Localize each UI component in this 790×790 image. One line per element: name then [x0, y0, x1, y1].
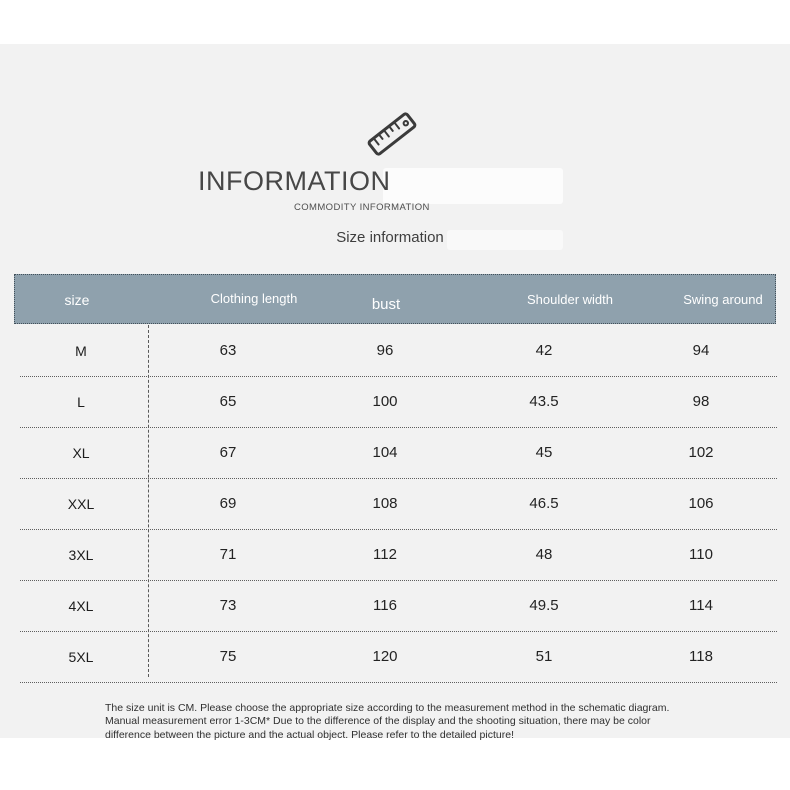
column-header-size: size — [64, 292, 90, 308]
content-panel — [0, 44, 790, 741]
section-title: Size information — [336, 229, 444, 246]
row-size-label: L — [77, 394, 85, 410]
row-value: 100 — [372, 393, 398, 410]
ruler-icon — [360, 102, 424, 166]
row-value: 96 — [376, 342, 394, 359]
row-value: 110 — [689, 546, 713, 563]
footer-line: Manual measurement error 1-3CM* Due to the difference of the display and the shooting situation, there may be color — [105, 715, 651, 728]
row-value: 43.5 — [529, 393, 559, 410]
row-value: 42 — [535, 342, 553, 359]
row-value: 65 — [219, 393, 237, 410]
row-value: 46.5 — [529, 495, 559, 512]
table-row — [20, 479, 777, 530]
column-header-bust: bust — [371, 296, 401, 313]
column-divider-line — [148, 325, 149, 677]
footer-note — [105, 702, 669, 742]
page-subtitle: COMMODITY INFORMATION — [294, 202, 430, 213]
footer-line: The size unit is CM. Please choose the appropriate size according to the measurement method in the schematic diagram. — [105, 702, 670, 714]
column-header-clothing-length: Clothing length — [210, 291, 298, 306]
row-value: 71 — [219, 546, 237, 563]
row-size-label: 5XL — [68, 649, 94, 665]
row-value: 106 — [688, 495, 714, 512]
row-value: 75 — [219, 648, 237, 665]
watermark-ghost — [383, 168, 563, 204]
table-row — [20, 632, 777, 683]
column-header-shoulder-width: Shoulder width — [527, 292, 613, 307]
row-size-label: XXL — [67, 496, 95, 512]
row-size-label: XL — [72, 445, 90, 461]
row-value: 104 — [372, 444, 398, 461]
page-title: INFORMATION — [198, 166, 391, 196]
row-value: 51 — [535, 648, 553, 665]
watermark-ghost — [447, 230, 563, 250]
table-body — [20, 326, 777, 683]
row-value: 102 — [688, 444, 714, 461]
row-value: 67 — [219, 444, 237, 461]
row-value: 94 — [692, 342, 710, 359]
row-size-label: 4XL — [68, 598, 94, 614]
row-value: 69 — [219, 495, 237, 512]
table-row — [20, 428, 777, 479]
row-size-label: M — [75, 343, 87, 359]
footer-line: difference between the picture and the actual object. Please refer to the detailed picture! — [105, 728, 514, 741]
table-row — [20, 326, 777, 377]
row-size-label: 3XL — [68, 547, 94, 563]
row-value: 49.5 — [529, 597, 559, 614]
row-value: 73 — [219, 597, 237, 614]
column-header-swing-around: Swing around — [683, 292, 763, 307]
row-value: 108 — [372, 495, 398, 512]
row-value: 116 — [373, 597, 397, 614]
table-header-row — [14, 274, 776, 324]
row-value: 48 — [535, 546, 553, 563]
table-row — [20, 530, 777, 581]
row-value: 112 — [373, 546, 397, 563]
row-value: 120 — [372, 648, 398, 665]
row-value: 63 — [219, 342, 237, 359]
table-row — [20, 377, 777, 428]
table-row — [20, 581, 777, 632]
row-value: 118 — [689, 648, 713, 665]
row-value: 114 — [689, 597, 713, 614]
row-value: 98 — [692, 393, 710, 410]
row-value: 45 — [535, 444, 553, 461]
